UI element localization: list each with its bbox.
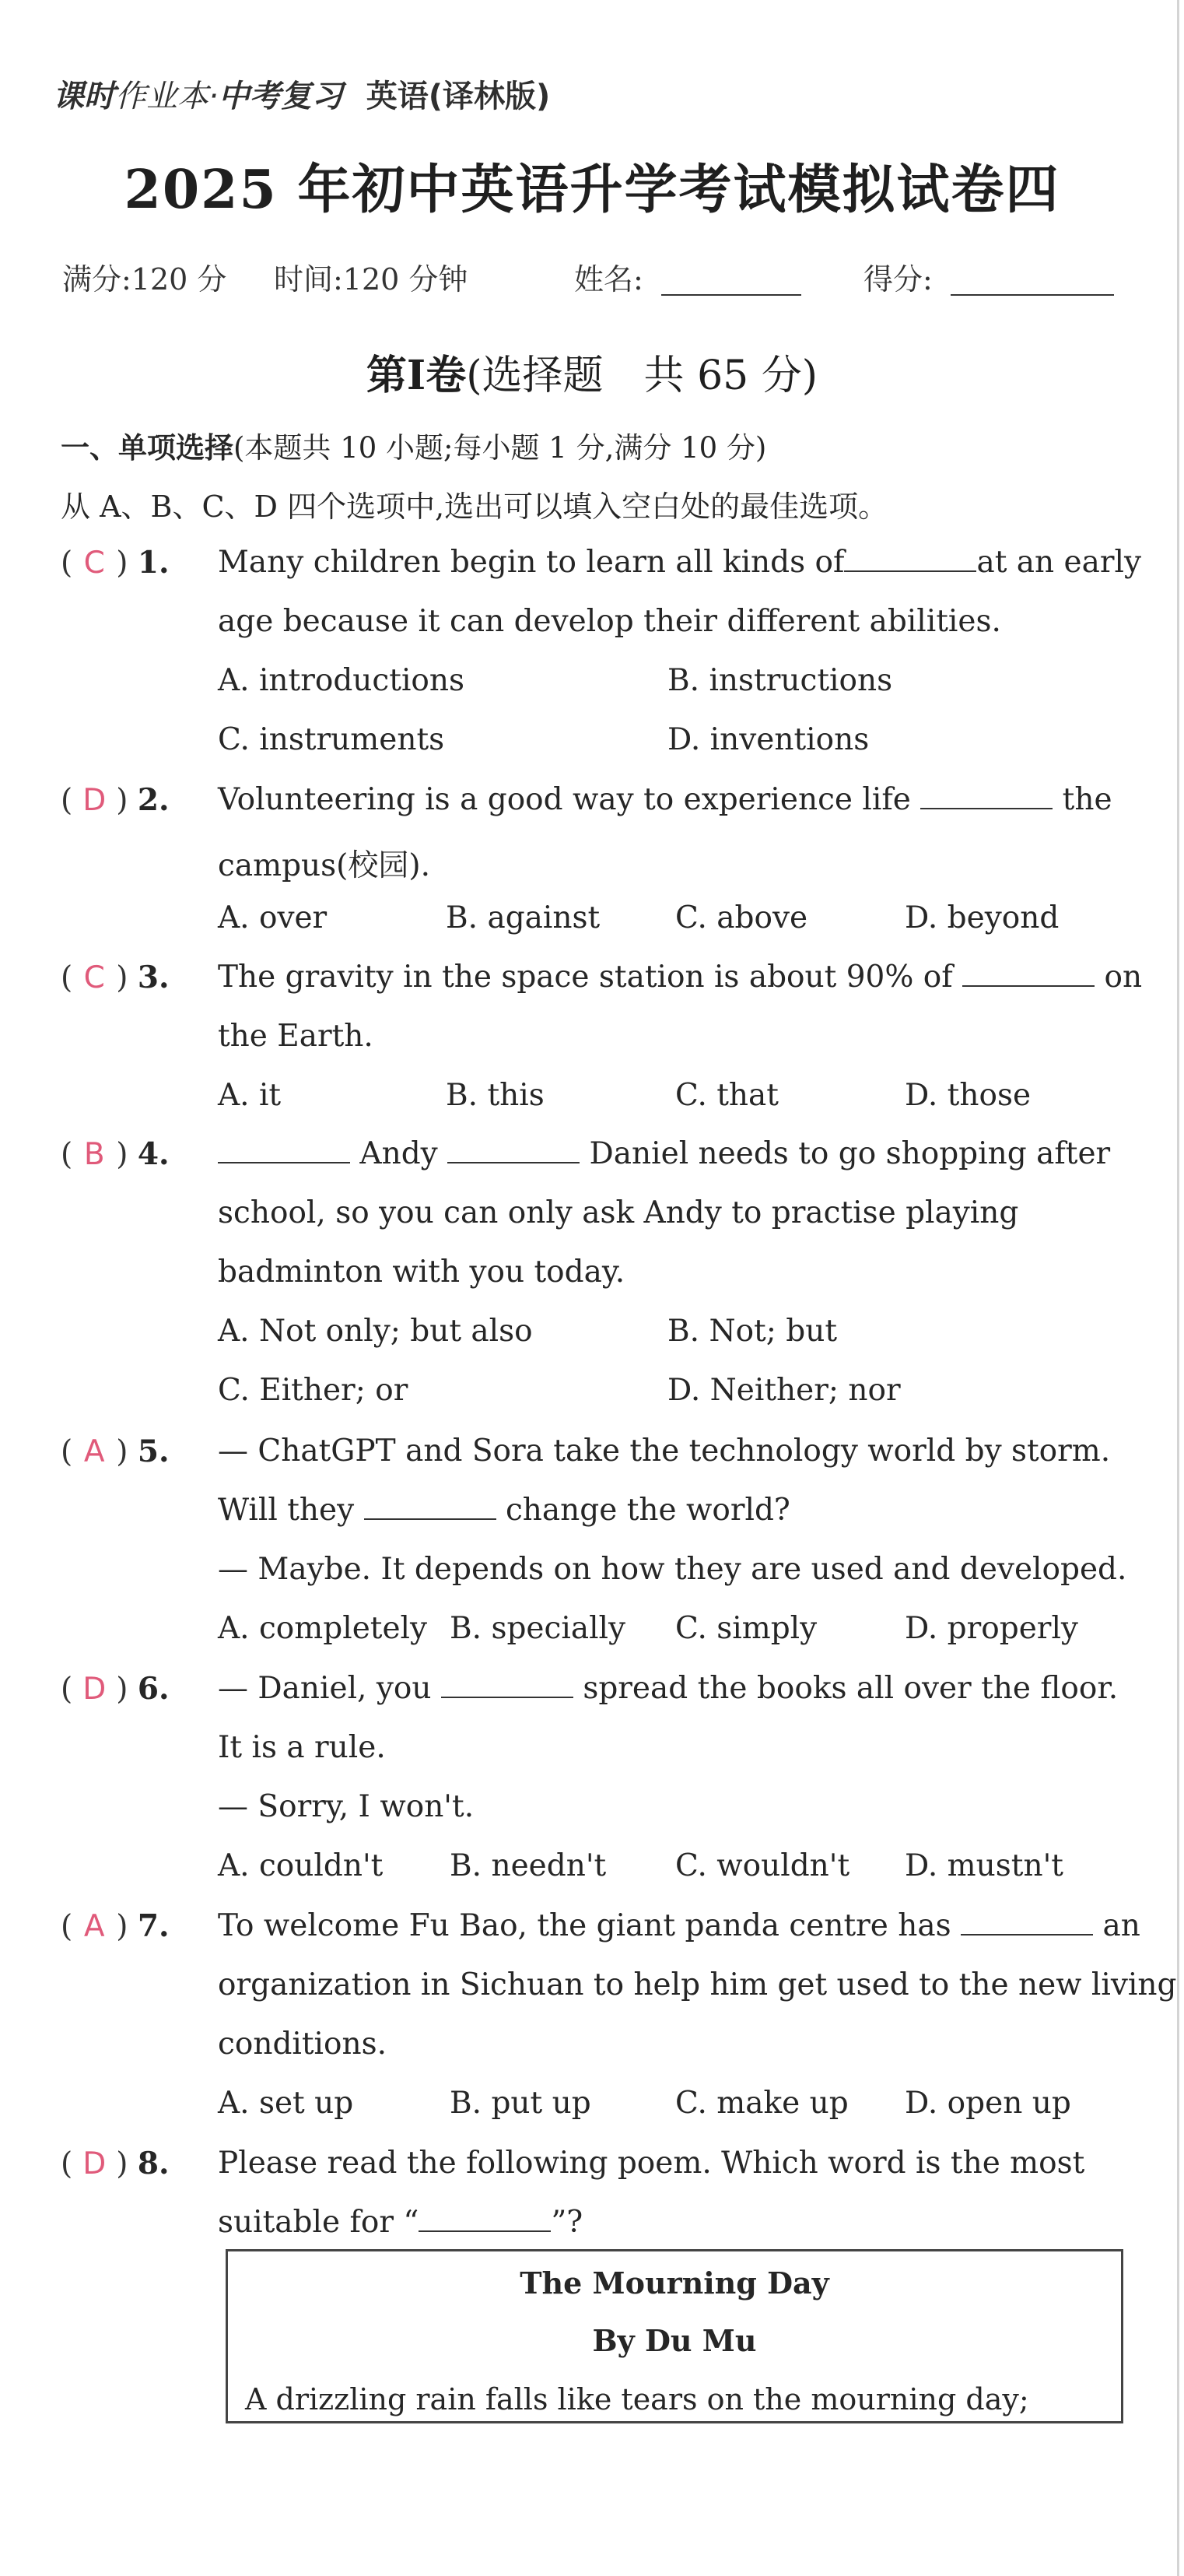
question-number: 2.	[137, 782, 170, 818]
brand-bold: 课时	[53, 79, 115, 114]
option-b[interactable]: B. this	[446, 1078, 545, 1113]
series-name: 中考复习	[218, 79, 343, 114]
option-c[interactable]: C. Either; or	[218, 1373, 408, 1408]
question-number: 6.	[137, 1671, 170, 1707]
question-stem-line: — Maybe. It depends on how they are used and developed.	[218, 1552, 1127, 1587]
option-b[interactable]: B. specially	[450, 1611, 626, 1646]
name-label: 姓名:	[574, 262, 643, 297]
answer-2: D	[82, 783, 107, 818]
question-stem-line: — Sorry, I won't.	[218, 1789, 475, 1824]
question-stem-line: badminton with you today.	[218, 1255, 625, 1290]
question-stem-line: campus(校园).	[218, 848, 431, 883]
part-instruction: 从 A、B、C、D 四个选项中,选出可以填入空白处的最佳选项。	[61, 490, 888, 524]
question-stem-line: organization in Sichuan to help him get used to the new living	[218, 1967, 1177, 2002]
answer-6: D	[82, 1672, 107, 1707]
question-stem: — Daniel, you spread the books all over the floor.	[218, 1671, 1119, 1706]
option-a[interactable]: A. set up	[218, 2086, 354, 2121]
answer-1: C	[83, 546, 105, 581]
option-a[interactable]: A. over	[218, 900, 328, 935]
option-c[interactable]: C. wouldn't	[675, 1848, 850, 1883]
question-number: 5.	[137, 1434, 170, 1469]
question-stem: Many children begin to learn all kinds of at an early	[218, 545, 1142, 580]
section-title	[0, 342, 1184, 401]
option-b[interactable]: B. needn't	[450, 1848, 607, 1883]
option-a[interactable]: A. it	[218, 1078, 282, 1113]
question-number: 8.	[137, 2146, 170, 2181]
option-d[interactable]: D. inventions	[667, 722, 870, 757]
subject-label: 英语(译林版)	[366, 79, 551, 114]
answer-blank[interactable]	[962, 962, 1095, 987]
option-d[interactable]: D. open up	[905, 2086, 1071, 2121]
answer-blank[interactable]	[419, 2207, 551, 2232]
section-desc: (选择题 共 65 分)	[466, 353, 818, 399]
poem-line: A drizzling rain falls like tears on the mourning day;	[245, 2382, 1029, 2416]
option-a[interactable]: A. couldn't	[218, 1848, 384, 1883]
poem-box	[226, 2249, 1123, 2423]
answer-blank[interactable]	[961, 1911, 1093, 1936]
answer-blank[interactable]	[844, 547, 976, 572]
question-stem-line: suitable for “ ”?	[218, 2205, 583, 2240]
name-blank[interactable]	[661, 294, 801, 296]
answer-blank[interactable]	[441, 1673, 573, 1698]
question-number: 7.	[137, 1908, 170, 1944]
option-b[interactable]: B. Not; but	[667, 1314, 838, 1349]
part-title: 一、单项选择	[61, 430, 233, 465]
part-heading	[61, 424, 766, 466]
option-d[interactable]: D. Neither; nor	[667, 1373, 901, 1408]
answer-blank[interactable]	[447, 1139, 580, 1163]
question-stem: Please read the following poem. Which word is the most	[218, 2146, 1085, 2181]
question-stem-line: conditions.	[218, 2027, 387, 2062]
answer-blank[interactable]	[920, 784, 1053, 809]
answer-7: A	[83, 1909, 105, 1944]
exam-page: 课时作业本·中考复习 英语(译林版) 2025 年初中英语升学考试模拟试卷四 满分:120 分 时间:120 分钟 姓名: 得分: 第Ⅰ卷(选择题 共 65 分) 一、单项选择(本题共 10 小题;每小题 1 分,满分 10 分) 从 A、B、C、D 四个选项中,选出可以填入空白处的最佳选项。 ( C ) 1. Many children begin to learn all kinds of at an early age because it can develop their different abilities. A. introductions B. instructions C. instruments D. inventions ( D ) 2. Volunteering is a good way to experience life the campus(校园). A. over B. against C. above D. beyond ( C ) 3. The gravity in the space station is about 90% of on the Earth. A. it B. this C. that D. those ( B ) 4. Andy Daniel needs to go shopping after school, so you can only ask Andy to practise playing badminton with you today. A. Not only; but also B. Not; but C. Either; or D. Neither; nor ( A ) 5. — ChatGPT and Sora take the technology world by storm. Will they change the world? — Maybe. It depends on how they are used and developed. A. completely B. specially C. simply D. properly ( D ) 6. — Daniel, you spread the books all over the floor. It is a rule. — Sorry, I won't. A. couldn't B. needn't C. wouldn't D. mustn't ( A ) 7. To welcome Fu Bao, the giant panda centre has an organization in Sichuan to help him get used to the new living conditions. A. set up B. put up C. make up D. open up ( D ) 8. Please read the following poem. Which word is the most suitable for “ ”? The Mourning Day By Du Mu A drizzling rain falls like tears on the mourning day;	[0, 0, 1184, 2576]
answer-4: B	[83, 1137, 105, 1172]
option-c[interactable]: C. that	[675, 1078, 779, 1113]
option-d[interactable]: D. those	[905, 1078, 1032, 1113]
option-a[interactable]: A. Not only; but also	[218, 1314, 533, 1349]
option-b[interactable]: B. put up	[450, 2086, 591, 2121]
exam-title: 2025 年初中英语升学考试模拟试卷四	[124, 159, 1060, 221]
answer-8: D	[82, 2146, 107, 2181]
question-number: 4.	[137, 1136, 170, 1172]
brand-dot: ·	[208, 79, 219, 114]
question-stem-line: school, so you can only ask Andy to practise playing	[218, 1195, 1019, 1230]
option-c[interactable]: C. above	[675, 900, 808, 935]
brand-normal: 作业本	[115, 79, 208, 114]
question-number: 1.	[137, 545, 170, 581]
question-number: 3.	[137, 960, 170, 995]
option-d[interactable]: D. beyond	[905, 900, 1060, 935]
question-stem: Volunteering is a good way to experience life the	[218, 782, 1112, 817]
answer-3: C	[83, 960, 105, 995]
question-stem: — ChatGPT and Sora take the technology world by storm.	[218, 1434, 1111, 1469]
section-number: 第Ⅰ卷	[366, 352, 467, 399]
question-stem-line: Will they change the world?	[218, 1493, 790, 1528]
question-stem-line: the Earth.	[218, 1019, 373, 1054]
page-header	[53, 72, 550, 116]
question-stem-line: It is a rule.	[218, 1730, 386, 1765]
option-d[interactable]: D. properly	[905, 1611, 1078, 1646]
part-note: (本题共 10 小题;每小题 1 分,满分 10 分)	[233, 431, 767, 465]
time-limit: 时间:120 分钟	[274, 262, 468, 297]
question-stem: Andy Daniel needs to go shopping after	[218, 1136, 1110, 1171]
answer-blank[interactable]	[364, 1495, 496, 1520]
question-stem-line: age because it can develop their different abilities.	[218, 604, 1001, 639]
option-c[interactable]: C. simply	[675, 1611, 818, 1646]
option-c[interactable]: C. instruments	[218, 722, 445, 757]
option-c[interactable]: C. make up	[675, 2086, 849, 2121]
question-stem: To welcome Fu Bao, the giant panda centre has an	[218, 1908, 1140, 1943]
score-blank[interactable]	[951, 294, 1114, 296]
option-a[interactable]: A. completely	[218, 1611, 428, 1646]
full-marks: 满分:120 分	[62, 262, 227, 297]
score-label: 得分:	[863, 262, 933, 297]
poem-title: The Mourning Day	[520, 2265, 829, 2301]
option-b[interactable]: B. instructions	[667, 663, 893, 698]
option-b[interactable]: B. against	[446, 900, 601, 935]
option-d[interactable]: D. mustn't	[905, 1848, 1063, 1883]
poem-author: By Du Mu	[592, 2323, 757, 2358]
answer-blank[interactable]	[218, 1139, 350, 1163]
question-stem: The gravity in the space station is about 90% of on	[218, 960, 1143, 995]
option-a[interactable]: A. introductions	[218, 663, 465, 698]
answer-5: A	[83, 1434, 105, 1469]
